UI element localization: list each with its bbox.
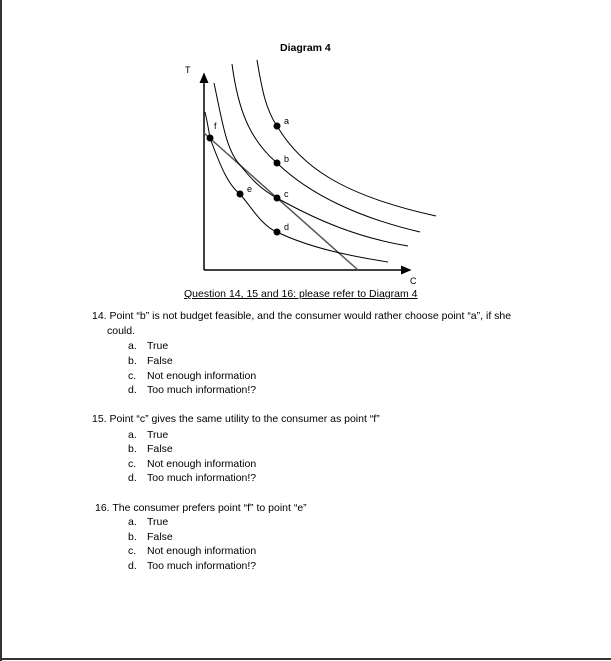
option-letter: a. xyxy=(128,516,137,528)
option-text: Not enough information xyxy=(147,545,257,557)
option-letter: d. xyxy=(128,560,137,572)
y-axis-label: T xyxy=(185,65,191,75)
option-letter: b. xyxy=(128,355,137,367)
option-text: Too much information!? xyxy=(147,560,257,572)
point-d-label: d xyxy=(284,222,290,232)
option-letter: d. xyxy=(128,384,137,396)
bottom-border xyxy=(0,658,611,660)
option-text: True xyxy=(147,340,169,352)
x-axis-label: C xyxy=(410,276,417,286)
option-text: Too much information!? xyxy=(147,384,257,396)
option-text: True xyxy=(147,429,169,441)
point-c xyxy=(274,195,281,202)
point-a xyxy=(274,123,281,130)
option-letter: c. xyxy=(128,370,137,382)
question-14-text: 14. Point “b” is not budget feasible, and the consumer would rather choose point “a”, if she xyxy=(92,310,512,322)
indifference-diagram xyxy=(0,0,611,300)
point-e xyxy=(237,191,244,198)
diagram-title: Diagram 4 xyxy=(280,42,331,54)
option-letter: b. xyxy=(128,531,137,543)
option-text: True xyxy=(147,516,169,528)
indifference-curve-1 xyxy=(205,112,388,262)
option-text: False xyxy=(147,443,173,455)
option-letter: c. xyxy=(128,458,137,470)
questions-heading: Question 14, 15 and 16: please refer to Diagram 4 xyxy=(184,288,418,300)
point-b-label: b xyxy=(284,154,290,164)
question-15-text: 15. Point “c” gives the same utility to the consumer as point “f” xyxy=(92,413,380,425)
point-c-label: c xyxy=(284,189,289,199)
option-letter: c. xyxy=(128,545,137,557)
option-letter: d. xyxy=(128,472,137,484)
point-a-label: a xyxy=(284,116,290,126)
option-text: Not enough information xyxy=(147,370,257,382)
option-text: Not enough information xyxy=(147,458,257,470)
option-letter: a. xyxy=(128,340,137,352)
point-e-label: e xyxy=(247,184,253,194)
point-f-label: f xyxy=(214,121,217,131)
indifference-curve-3 xyxy=(232,64,420,232)
point-b xyxy=(274,160,281,167)
option-letter: a. xyxy=(128,429,137,441)
option-text: Too much information!? xyxy=(147,472,257,484)
option-letter: b. xyxy=(128,443,137,455)
point-d xyxy=(274,229,281,236)
question-14-text-cont: could. xyxy=(107,325,136,337)
option-text: False xyxy=(147,531,173,543)
question-16-text: 16. The consumer prefers point “f” to point “e” xyxy=(95,502,307,514)
option-text: False xyxy=(147,355,173,367)
point-f xyxy=(207,135,214,142)
budget-line xyxy=(204,133,358,270)
